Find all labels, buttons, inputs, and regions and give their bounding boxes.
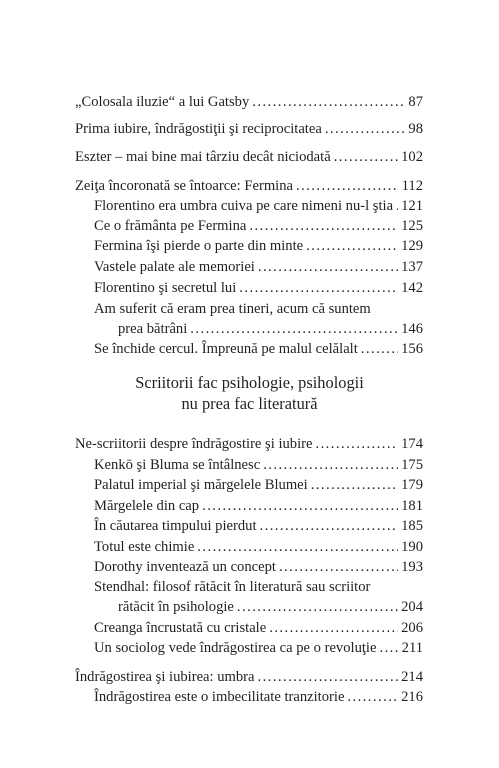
leader-dots xyxy=(396,197,398,215)
toc-entry-title: Florentino era umbra cuiva pe care nimeni nu-l ştia xyxy=(94,198,394,214)
toc-subentry xyxy=(94,517,423,535)
leader-dots xyxy=(258,258,398,276)
leader-dots xyxy=(197,538,398,556)
toc-entry-page: 216 xyxy=(401,689,423,705)
toc-entry-page: 102 xyxy=(401,149,423,165)
toc-entry-title: Fermina îşi pierde o parte din minte xyxy=(94,238,304,254)
toc-entry-title: Dorothy inventează un concept xyxy=(94,559,276,575)
leader-dots xyxy=(239,279,398,297)
toc-subentry xyxy=(94,688,423,706)
toc-subentry xyxy=(118,598,423,616)
toc-subentry xyxy=(94,497,423,515)
toc-entry-title: Se închide cercul. Împreună pe malul celălalt xyxy=(94,341,358,357)
toc-entry-page: 98 xyxy=(408,121,423,137)
leader-dots xyxy=(260,517,399,535)
leader-dots xyxy=(315,435,398,453)
toc-entry xyxy=(75,93,423,111)
toc-entry-page: 142 xyxy=(401,280,423,296)
toc-entry-page: 190 xyxy=(401,539,423,555)
toc-subentry xyxy=(94,258,423,276)
section-heading-line2: nu prea fac literatură xyxy=(181,394,318,413)
toc-entry-title: rătăcit în psihologie xyxy=(118,599,234,615)
toc-subentry xyxy=(94,197,423,215)
toc-subentry xyxy=(94,237,423,255)
toc-entry xyxy=(75,668,423,686)
toc-entry-page: 206 xyxy=(401,620,423,636)
toc-entry-page: 129 xyxy=(401,238,423,254)
toc-subentry xyxy=(94,456,423,474)
toc-entry-page: 193 xyxy=(401,559,423,575)
toc-entry-page: 156 xyxy=(401,341,423,357)
toc-entry-title: Mărgelele din cap xyxy=(94,498,200,514)
toc-entry-title: Ne-scriitorii despre îndrăgostire şi iubire xyxy=(75,436,313,452)
toc-entry-page: 179 xyxy=(401,477,423,493)
toc-entry-page: 112 xyxy=(401,178,423,194)
leader-dots xyxy=(258,668,399,686)
leader-dots xyxy=(325,120,406,138)
leader-dots xyxy=(269,619,398,637)
toc-entry xyxy=(75,435,423,453)
toc-entry-title-line1: Stendhal: filosof rătăcit în literatură sau scriitor xyxy=(94,579,371,595)
toc-entry-title: Eszter – mai bine mai târziu decât niciodată xyxy=(75,149,331,165)
toc-entry-page: 125 xyxy=(401,218,423,234)
leader-dots xyxy=(311,476,398,494)
toc-entry xyxy=(75,148,423,166)
toc-entry-title: Îndrăgostirea şi iubirea: umbra xyxy=(75,669,255,685)
toc-entry-page: 204 xyxy=(401,599,423,615)
toc-subentry xyxy=(94,538,423,556)
toc-entry-title: „Colosala iluzie“ a lui Gatsby xyxy=(75,94,250,110)
toc-entry-page: 211 xyxy=(401,640,423,656)
toc-entry-title: Ce o frământa pe Fermina xyxy=(94,218,247,234)
toc-entry-title: Florentino şi secretul lui xyxy=(94,280,237,296)
toc-entry-title: Creanga încrustată cu cristale xyxy=(94,620,267,636)
leader-dots xyxy=(361,340,398,358)
leader-dots xyxy=(263,456,398,474)
leader-dots xyxy=(296,177,399,195)
toc-entry-title: Totul este chimie xyxy=(94,539,195,555)
toc-entry-title: Zeiţa încoronată se întoarce: Fermina xyxy=(75,178,294,194)
toc-subentry xyxy=(94,217,423,235)
leader-dots xyxy=(190,320,398,338)
toc-entry-page: 175 xyxy=(401,457,423,473)
leader-dots xyxy=(202,497,398,515)
toc-subentry xyxy=(94,340,423,358)
toc-subentry xyxy=(94,279,423,297)
toc-entry-page: 181 xyxy=(401,498,423,514)
toc-entry-title: Palatul imperial şi mărgelele Blumei xyxy=(94,477,308,493)
leader-dots xyxy=(279,558,398,576)
toc-entry-page: 121 xyxy=(401,198,423,214)
leader-dots xyxy=(334,148,398,166)
toc-entry-title: Un sociolog vede îndrăgostirea ca pe o revoluţie xyxy=(94,640,377,656)
toc-entry-page: 214 xyxy=(401,669,423,685)
toc-entry-page: 137 xyxy=(401,259,423,275)
leader-dots xyxy=(347,688,398,706)
leader-dots xyxy=(249,217,398,235)
toc-entry-title-line1: Am suferit că eram prea tineri, acum că suntem xyxy=(94,301,371,317)
leader-dots xyxy=(237,598,398,616)
toc-subentry xyxy=(94,476,423,494)
toc-subentry xyxy=(94,639,423,657)
toc-entry-page: 174 xyxy=(401,436,423,452)
leader-dots xyxy=(379,639,398,657)
toc-entry xyxy=(75,120,423,138)
toc-subentry xyxy=(94,619,423,637)
section-heading-line1: Scriitorii fac psihologie, psihologii xyxy=(135,373,364,392)
toc-entry-title: Vastele palate ale memoriei xyxy=(94,259,255,275)
toc-entry xyxy=(75,177,423,195)
toc-entry-page: 146 xyxy=(401,321,423,337)
toc-entry-page: 87 xyxy=(408,94,423,110)
toc-entry-title: prea bătrâni xyxy=(118,321,188,337)
toc-entry-title: În căutarea timpului pierdut xyxy=(94,518,257,534)
toc-subentry xyxy=(118,320,423,338)
toc-entry-title: Prima iubire, îndrăgostiţii şi reciprocitatea xyxy=(75,121,322,137)
toc-entry-title: Îndrăgostirea este o imbecilitate tranzitorie xyxy=(94,689,345,705)
leader-dots xyxy=(306,237,398,255)
toc-entry-title: Kenkō şi Bluma se întâlnesc xyxy=(94,457,261,473)
toc-subentry xyxy=(94,558,423,576)
toc-entry-page: 185 xyxy=(401,518,423,534)
leader-dots xyxy=(252,93,405,111)
